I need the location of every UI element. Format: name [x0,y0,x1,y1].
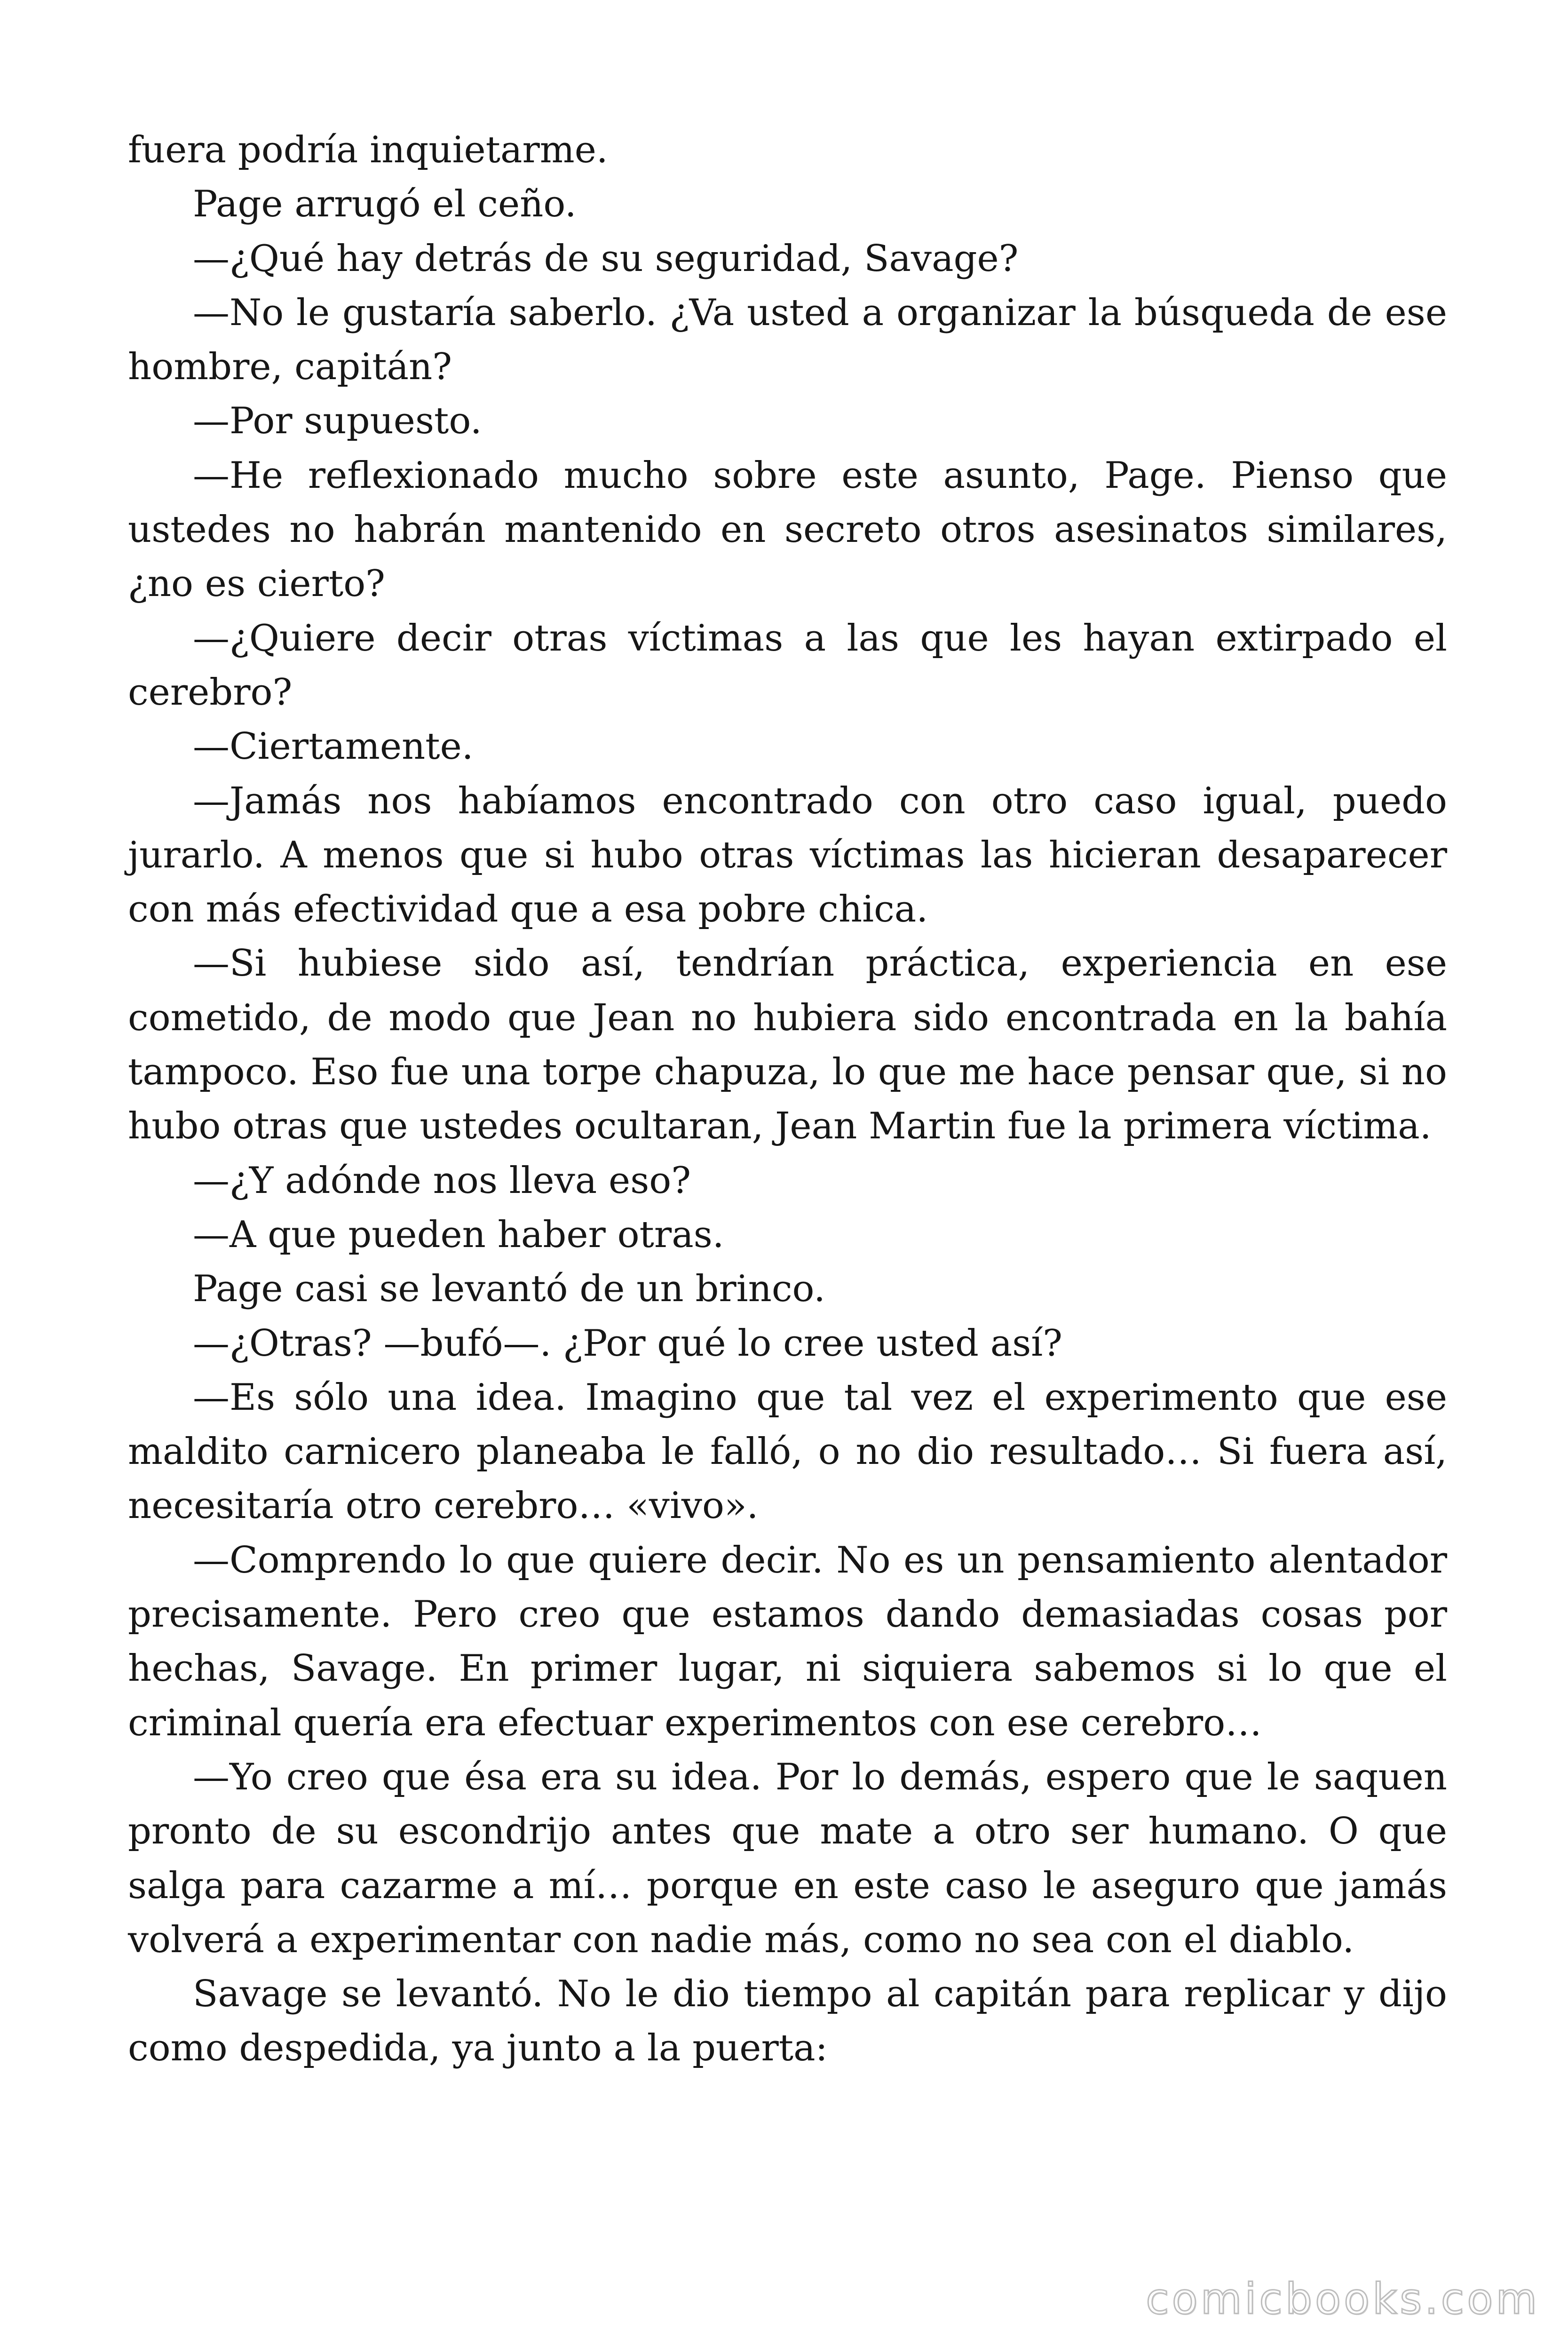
paragraph: —¿Y adónde nos lleva eso? [193,1159,691,1202]
paragraph: —He reflexionado mucho sobre este asunto, Page. Pienso que ustedes no habrán mantenido en secreto otros asesinatos similares, ¿no es cierto? [128,454,1447,605]
paragraph: Page casi se levantó de un brinco. [193,1268,825,1311]
paragraph: fuera podría inquietarme. [128,129,608,171]
paragraph: —Comprendo lo que quiere decir. No es un pensamiento alentador precisamente. Pero creo que estamos dando demasiadas cosas por hechas, Savage. En primer lugar, ni siquiera sabemos si lo que el criminal quería era efectuar experimentos con ese cerebro… [128,1539,1447,1744]
paragraph: —Ciertamente. [193,725,474,768]
paragraph: —Yo creo que ésa era su idea. Por lo demás, espero que le saquen pronto de su escondrijo antes que mate a otro ser humano. O que salga para cazarme a mí… porque en este caso le aseguro que jamás volverá a experimentar con nadie más, como no sea con el diablo. [128,1756,1447,1961]
paragraph: —Si hubiese sido así, tendrían práctica, experiencia en ese cometido, de modo que Jean no hubiera sido encontrada en la bahía tampoco. Eso fue una torpe chapuza, lo que me hace pensar que, si no hubo otras que ustedes ocultaran, Jean Martin fue la primera víctima. [128,942,1447,1148]
paragraph: —Por supuesto. [193,400,482,443]
paragraph: Savage se levantó. No le dio tiempo al capitán para replicar y dijo como despedida, ya junto a la puerta: [128,1973,1447,2070]
paragraph: —No le gustaría saberlo. ¿Va usted a organizar la búsqueda de ese hombre, capitán? [128,291,1447,389]
paragraph: —Es sólo una idea. Imagino que tal vez el experimento que ese maldito carnicero planeaba le falló, o no dio resultado… Si fuera así, necesitaría otro cerebro… «vivo». [128,1376,1447,1527]
paragraph: —¿Otras? —bufó—. ¿Por qué lo cree usted así? [193,1322,1062,1365]
watermark: comicbooks.com [1146,2274,1540,2324]
paragraph: —¿Quiere decir otras víctimas a las que les hayan extirpado el cerebro? [128,617,1447,714]
page-body [128,123,1447,2076]
paragraph: —¿Qué hay detrás de su seguridad, Savage? [193,237,1019,280]
paragraph: —Jamás nos habíamos encontrado con otro caso igual, puedo jurarlo. A menos que si hubo otras víctimas las hicieran desaparecer con más efectividad que a esa pobre chica. [128,779,1447,931]
paragraph: —A que pueden haber otras. [193,1213,724,1256]
paragraph: Page arrugó el ceño. [193,183,577,226]
